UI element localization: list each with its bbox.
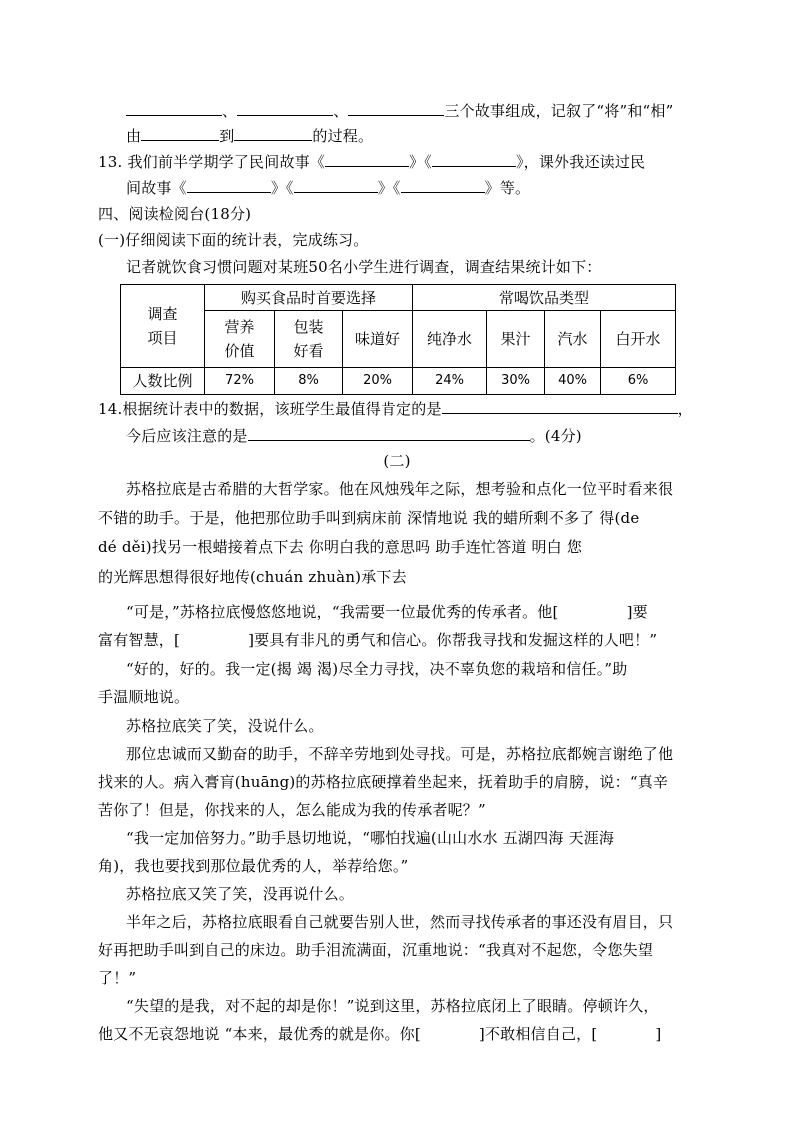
story-line: 那位忠诚而又勤奋的助手，不辞辛劳地到处寻找。可是，苏格拉底都婉言谢绝了他 <box>126 745 674 763</box>
story-line: 苏格拉底又笑了笑，没再说什么。 <box>126 885 355 903</box>
column-header: 纯净水 <box>413 311 487 368</box>
story-line: dé děi)找另一根蜡接着点下去 你明白我的意思吗 助手连忙答道 明白 您 <box>98 538 583 556</box>
answer-blank[interactable] <box>348 100 444 116</box>
statistics-table <box>120 284 676 395</box>
story-line: 苏格拉底笑了笑，没说什么。 <box>126 717 324 735</box>
table-cell: 24% <box>413 367 487 394</box>
q14-line2: 今后应该注意的是 。(4分) <box>126 427 582 445</box>
table-cell: 6% <box>601 367 676 394</box>
section-title: 四、阅读检阅台(18分) <box>98 205 252 223</box>
part2-title: (二) <box>383 452 411 470</box>
story-line: 找来的人。病入膏肓(huāng)的苏格拉底硬撑着坐起来，抚着助手的肩膀，说：“真辛 <box>98 773 669 791</box>
story-line: 手温顺地说。 <box>98 688 190 706</box>
q13-line1: 13. 我们前半学期学了民间故事《 》《 》，课外我还读过民 <box>98 153 646 171</box>
answer-blank[interactable] <box>432 151 516 167</box>
row-label: 人数比例 <box>121 367 205 394</box>
story-line: 富有智慧，[ ]要具有非凡的勇气和信心。你帮我寻找和发掘这样的人吧！” <box>98 631 658 649</box>
table-cell: 72% <box>205 367 275 394</box>
story-line: 他又不无哀怨地说 “本来，最优秀的就是你。你[ ]不敢相信自己，[ ] <box>98 1025 662 1043</box>
table-cell: 8% <box>275 367 343 394</box>
column-header: 包装 好看 <box>275 311 343 368</box>
column-header: 汽水 <box>545 311 601 368</box>
answer-blank[interactable] <box>237 100 333 116</box>
answer-blank[interactable] <box>187 177 271 193</box>
table-cell: 30% <box>487 367 545 394</box>
column-header: 营养 价值 <box>205 311 275 368</box>
answer-blank[interactable] <box>248 425 530 441</box>
story-line: 不错的助手。于是，他把那位助手叫到病床前 深情地说 我的蜡所剩不多了 得(de <box>98 509 640 527</box>
part1-title: (一)仔细阅读下面的统计表，完成练习。 <box>98 231 369 249</box>
story-line: 半年之后，苏格拉底眼看自己就要告别人世，然而寻找传承者的事还没有眉目，只 <box>126 913 674 931</box>
answer-blank[interactable] <box>294 177 378 193</box>
q12-line2: 由 到 的过程。 <box>126 127 374 145</box>
table-row <box>121 367 676 394</box>
column-header: 味道好 <box>343 311 413 368</box>
q14-line1: 14.根据统计表中的数据，该班学生最值得肯定的是 ， <box>98 400 693 418</box>
story-line: “失望的是我，对不起的却是你！”说到这里，苏格拉底闭上了眼睛。停顿许久， <box>126 997 659 1015</box>
answer-blank[interactable] <box>126 100 222 116</box>
table-corner: 调查 项目 <box>121 285 205 368</box>
group-header-food: 购买食品时首要选择 <box>205 285 413 311</box>
story-line: 苦你了！但是，你找来的人，怎么能成为我的传承者呢？” <box>98 801 486 819</box>
answer-blank[interactable] <box>141 125 219 141</box>
story-line: “我一定加倍努力。”助手恳切地说，“哪怕找遍(山山水水 五湖四海 天涯海 <box>126 829 615 847</box>
group-header-drink: 常喝饮品类型 <box>413 285 676 311</box>
story-line: 了！” <box>98 969 137 987</box>
story-line: “好的，好的。我一定(揭 竭 渴)尽全力寻找，决不辜负您的栽培和信任。”助 <box>126 660 628 678</box>
part1-intro: 记者就饮食习惯问题对某班50名小学生进行调查，调查结果统计如下： <box>126 258 602 276</box>
q12-line1: 、 、 三个故事组成，记叙了“将”和“相” <box>126 100 673 122</box>
column-header: 白开水 <box>601 311 676 368</box>
column-header: 果汁 <box>487 311 545 368</box>
story-line: 角)，我也要找到那位最优秀的人，举荐给您。” <box>98 857 409 875</box>
story-line: 的光辉思想得很好地传(chuán zhuàn)承下去 <box>98 568 407 586</box>
answer-blank[interactable] <box>401 177 485 193</box>
table-cell: 40% <box>545 367 601 394</box>
q13-line2: 间故事《 》《 》《 》等。 <box>126 179 531 197</box>
story-line: “可是，”苏格拉底慢悠悠地说，“我需要一位最优秀的传承者。他[ ]要 <box>126 603 648 621</box>
table-cell: 20% <box>343 367 413 394</box>
story-line: 好再把助手叫到自己的床边。助手泪流满面，沉重地说：“我真对不起您，令您失望 <box>98 941 654 959</box>
answer-blank[interactable] <box>234 125 312 141</box>
answer-blank[interactable] <box>325 151 409 167</box>
answer-blank[interactable] <box>442 398 678 414</box>
story-line: 苏格拉底是古希腊的大哲学家。他在风烛残年之际，想考验和点化一位平时看来很 <box>126 480 674 498</box>
